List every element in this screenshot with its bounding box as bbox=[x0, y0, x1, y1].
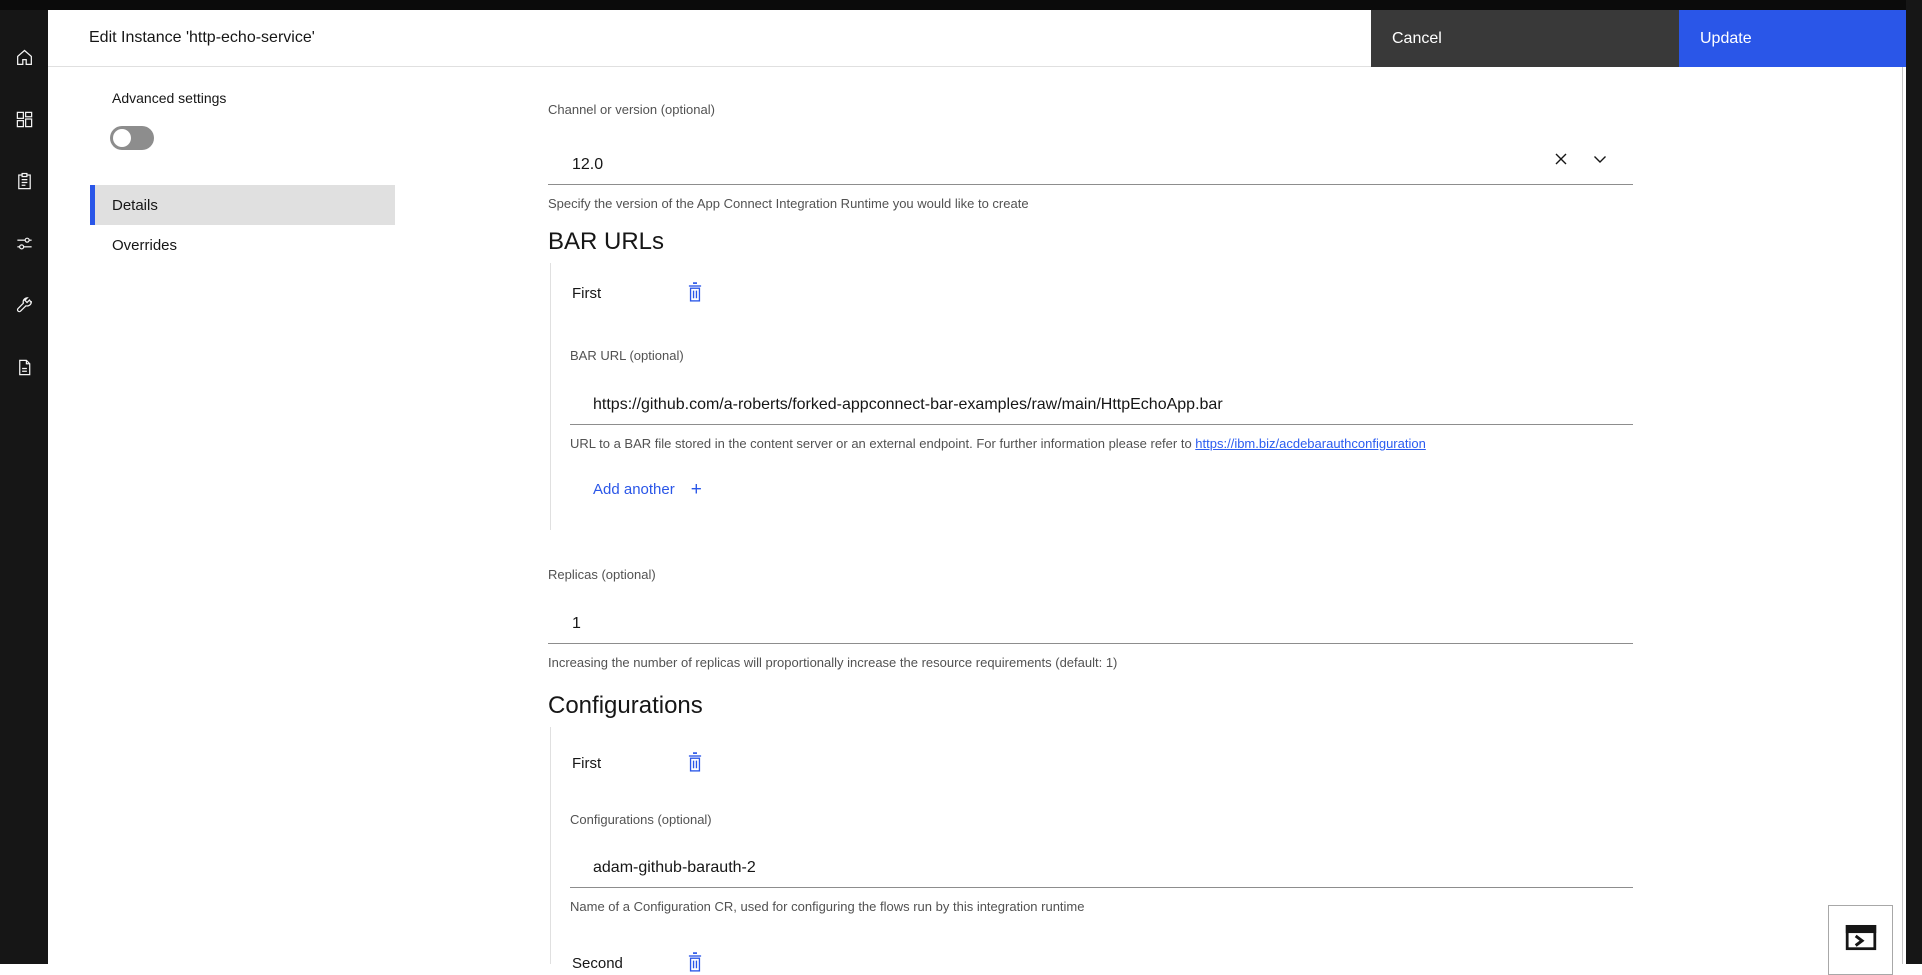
channel-version-input[interactable] bbox=[548, 145, 1633, 185]
left-icon-rail bbox=[0, 10, 48, 964]
web-terminal-button[interactable] bbox=[1828, 905, 1893, 975]
replicas-input[interactable] bbox=[548, 604, 1633, 644]
modal-header bbox=[48, 10, 1371, 67]
right-page-strip bbox=[1906, 0, 1922, 964]
configurations-heading: Configurations bbox=[548, 692, 703, 719]
sidebar-item-label: Overrides bbox=[112, 236, 178, 254]
replicas-helper-text: Increasing the number of replicas will proportionally increase the resource requirements (default: 1) bbox=[548, 655, 1118, 670]
replicas-label: Replicas (optional) bbox=[548, 567, 656, 582]
configuration-name-label: Configurations (optional) bbox=[570, 812, 712, 827]
configuration-item-position: First bbox=[572, 755, 602, 772]
toggle-knob bbox=[113, 129, 131, 147]
bar-url-helper-prefix: URL to a BAR file stored in the content server or an external endpoint. For further information please refer to bbox=[570, 436, 1196, 451]
delete-configuration-button[interactable] bbox=[686, 752, 704, 775]
plus-icon: + bbox=[690, 479, 702, 500]
terminal-window-icon bbox=[1844, 920, 1878, 954]
page-title: Edit Instance 'http-echo-service' bbox=[89, 29, 315, 46]
bar-url-label: BAR URL (optional) bbox=[570, 348, 684, 363]
catalog-icon[interactable] bbox=[15, 172, 34, 191]
update-button[interactable]: Update bbox=[1679, 10, 1906, 67]
advanced-settings-toggle[interactable] bbox=[110, 126, 154, 150]
chevron-down-icon[interactable] bbox=[1590, 149, 1610, 169]
configuration-name-input[interactable] bbox=[570, 848, 1633, 888]
sidebar-item-label: Details bbox=[112, 196, 158, 214]
home-icon[interactable] bbox=[15, 48, 34, 67]
configurations-group-border bbox=[550, 727, 551, 964]
bar-urls-heading: BAR URLs bbox=[548, 228, 665, 255]
clear-selection-icon[interactable] bbox=[1551, 149, 1571, 169]
trash-icon bbox=[686, 752, 704, 772]
bar-url-item-position: First bbox=[572, 285, 602, 302]
advanced-settings-label: Advanced settings bbox=[112, 90, 227, 106]
cancel-button[interactable]: Cancel bbox=[1371, 10, 1679, 67]
trash-icon bbox=[686, 952, 704, 972]
bar-auth-config-link[interactable]: https://ibm.biz/acdebarauthconfiguration bbox=[1195, 436, 1426, 451]
add-another-label: Add another bbox=[593, 481, 675, 498]
bar-url-input[interactable] bbox=[570, 385, 1633, 425]
bar-url-helper-text bbox=[570, 436, 1426, 451]
delete-bar-url-button[interactable] bbox=[686, 282, 704, 305]
settings-adjust-icon[interactable] bbox=[15, 234, 34, 253]
configuration-item-position-second: Second bbox=[572, 955, 623, 972]
add-another-button[interactable] bbox=[593, 480, 702, 499]
configuration-helper-text: Name of a Configuration CR, used for configuring the flows run by this integration runtime bbox=[570, 899, 1085, 914]
top-chrome-bar bbox=[0, 0, 1922, 10]
app-grid-icon[interactable] bbox=[15, 110, 34, 129]
channel-helper-text: Specify the version of the App Connect Integration Runtime you would like to create bbox=[548, 196, 1029, 211]
panel-edge-divider bbox=[1902, 10, 1903, 964]
wrench-icon[interactable] bbox=[15, 296, 34, 315]
sidebar-item-overrides[interactable] bbox=[90, 225, 395, 265]
document-icon[interactable] bbox=[15, 358, 34, 377]
sidebar-item-details[interactable] bbox=[90, 185, 395, 225]
bar-urls-group-border bbox=[550, 263, 551, 530]
trash-icon bbox=[686, 282, 704, 302]
channel-version-label: Channel or version (optional) bbox=[548, 102, 715, 117]
